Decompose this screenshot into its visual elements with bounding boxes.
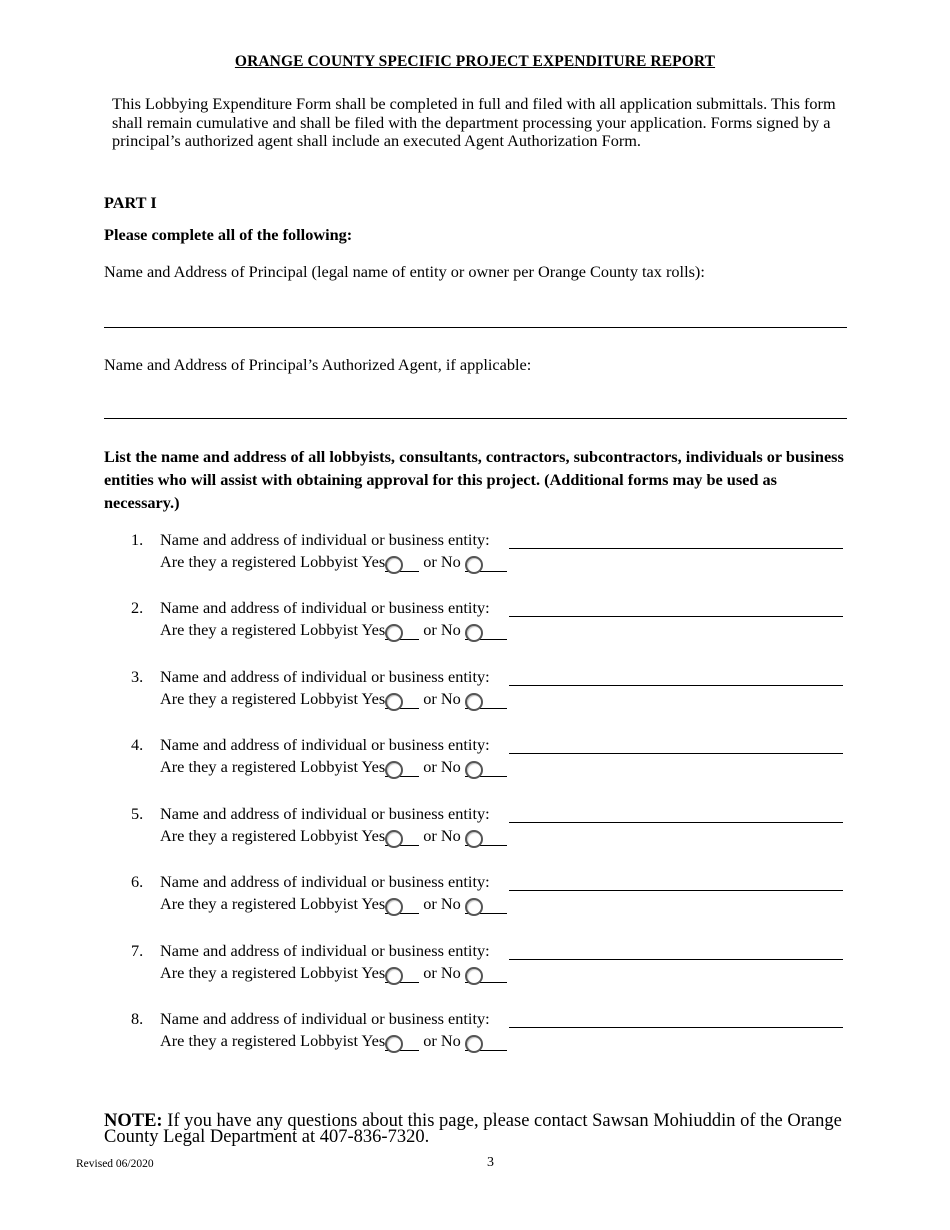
yes-slot <box>385 555 419 572</box>
no-radio[interactable] <box>465 624 483 642</box>
entry-name-label: Name and address of individual or business entity: <box>160 804 490 823</box>
entry-item <box>0 1009 950 1055</box>
entry-item <box>0 872 950 918</box>
no-slot <box>465 760 507 777</box>
lobbyist-question-text: Are they a registered Lobbyist Yes <box>160 689 386 708</box>
note <box>104 1113 854 1145</box>
no-slot <box>465 692 507 709</box>
lobbyist-question <box>160 620 507 640</box>
yes-radio[interactable] <box>385 898 403 916</box>
principal-field[interactable] <box>104 327 847 328</box>
entry-name-field[interactable] <box>509 959 843 960</box>
entry-number: 6. <box>131 872 144 891</box>
entry-number: 3. <box>131 667 144 686</box>
no-slot <box>465 829 507 846</box>
yes-radio[interactable] <box>385 967 403 985</box>
or-no-text: or No <box>423 1031 461 1050</box>
instruction-text: Please complete all of the following: <box>104 225 353 244</box>
no-slot <box>465 623 507 640</box>
yes-radio[interactable] <box>385 761 403 779</box>
lobbyist-question-text: Are they a registered Lobbyist Yes <box>160 552 386 571</box>
entry-number: 1. <box>131 530 144 549</box>
yes-slot <box>385 829 419 846</box>
no-radio[interactable] <box>465 556 483 574</box>
note-text: If you have any questions about this page, please contact Sawsan Mohiuddin of the Orange County Legal Department at 407-836-7320. <box>104 1111 842 1147</box>
yes-slot <box>385 760 419 777</box>
entry-item <box>0 667 950 713</box>
entry-name-field[interactable] <box>509 890 843 891</box>
or-no-text: or No <box>423 826 461 845</box>
note-label: NOTE: <box>104 1111 163 1131</box>
entry-item <box>0 804 950 850</box>
entry-name-label: Name and address of individual or business entity: <box>160 941 490 960</box>
yes-slot <box>385 966 419 983</box>
part-heading: PART I <box>104 193 157 212</box>
no-radio[interactable] <box>465 967 483 985</box>
lobbyist-question-text: Are they a registered Lobbyist Yes <box>160 1031 386 1050</box>
no-slot <box>465 1034 507 1051</box>
lobbyist-question <box>160 689 507 709</box>
entry-number: 7. <box>131 941 144 960</box>
lobbyist-question-text: Are they a registered Lobbyist Yes <box>160 757 386 776</box>
intro-paragraph: This Lobbying Expenditure Form shall be completed in full and filed with all application submittals. This form shall remain cumulative and shall be filed with the department processing your application. Forms signed by a principal’s authorized agent shall include an executed Agent Authorization Form. <box>112 94 836 150</box>
no-radio[interactable] <box>465 898 483 916</box>
or-no-text: or No <box>423 552 461 571</box>
no-radio[interactable] <box>465 1035 483 1053</box>
list-instruction: List the name and address of all lobbyists, consultants, contractors, subcontractors, individuals or business entities who will assist with obtaining approval for this project. (Additional forms may be used as necessary.) <box>104 447 844 512</box>
yes-radio[interactable] <box>385 693 403 711</box>
entry-name-field[interactable] <box>509 616 843 617</box>
entry-name-label: Name and address of individual or business entity: <box>160 1009 490 1028</box>
no-slot <box>465 966 507 983</box>
agent-label: Name and Address of Principal’s Authorized Agent, if applicable: <box>104 355 532 374</box>
yes-slot <box>385 623 419 640</box>
entry-name-label: Name and address of individual or business entity: <box>160 872 490 891</box>
entry-number: 4. <box>131 735 144 754</box>
revised-date: Revised 06/2020 <box>76 1158 154 1170</box>
or-no-text: or No <box>423 963 461 982</box>
lobbyist-question <box>160 757 507 777</box>
entry-name-field[interactable] <box>509 822 843 823</box>
entry-name-label: Name and address of individual or business entity: <box>160 530 490 549</box>
yes-radio[interactable] <box>385 624 403 642</box>
lobbyist-question-text: Are they a registered Lobbyist Yes <box>160 620 386 639</box>
lobbyist-question-text: Are they a registered Lobbyist Yes <box>160 963 386 982</box>
entry-name-field[interactable] <box>509 753 843 754</box>
lobbyist-question <box>160 894 507 914</box>
page-title: ORANGE COUNTY SPECIFIC PROJECT EXPENDITURE REPORT <box>234 53 716 70</box>
lobbyist-question-text: Are they a registered Lobbyist Yes <box>160 894 386 913</box>
no-slot <box>465 555 507 572</box>
yes-radio[interactable] <box>385 1035 403 1053</box>
agent-field[interactable] <box>104 418 847 419</box>
or-no-text: or No <box>423 689 461 708</box>
no-radio[interactable] <box>465 761 483 779</box>
yes-slot <box>385 897 419 914</box>
lobbyist-question <box>160 552 507 572</box>
no-radio[interactable] <box>465 830 483 848</box>
entry-number: 2. <box>131 598 144 617</box>
entry-name-field[interactable] <box>509 548 843 549</box>
page-number: 3 <box>487 1155 494 1170</box>
yes-radio[interactable] <box>385 556 403 574</box>
entry-item <box>0 598 950 644</box>
entry-name-label: Name and address of individual or business entity: <box>160 598 490 617</box>
yes-radio[interactable] <box>385 830 403 848</box>
entry-item <box>0 530 950 576</box>
or-no-text: or No <box>423 620 461 639</box>
or-no-text: or No <box>423 894 461 913</box>
lobbyist-question <box>160 1031 507 1051</box>
principal-label: Name and Address of Principal (legal name of entity or owner per Orange County tax rolls): <box>104 262 705 281</box>
entry-number: 5. <box>131 804 144 823</box>
yes-slot <box>385 1034 419 1051</box>
yes-slot <box>385 692 419 709</box>
entry-item <box>0 735 950 781</box>
or-no-text: or No <box>423 757 461 776</box>
entry-number: 8. <box>131 1009 144 1028</box>
no-radio[interactable] <box>465 693 483 711</box>
entry-name-field[interactable] <box>509 685 843 686</box>
no-slot <box>465 897 507 914</box>
entry-name-field[interactable] <box>509 1027 843 1028</box>
lobbyist-question <box>160 826 507 846</box>
entry-item <box>0 941 950 987</box>
entry-name-label: Name and address of individual or business entity: <box>160 735 490 754</box>
lobbyist-question-text: Are they a registered Lobbyist Yes <box>160 826 386 845</box>
entry-name-label: Name and address of individual or business entity: <box>160 667 490 686</box>
lobbyist-question <box>160 963 507 983</box>
